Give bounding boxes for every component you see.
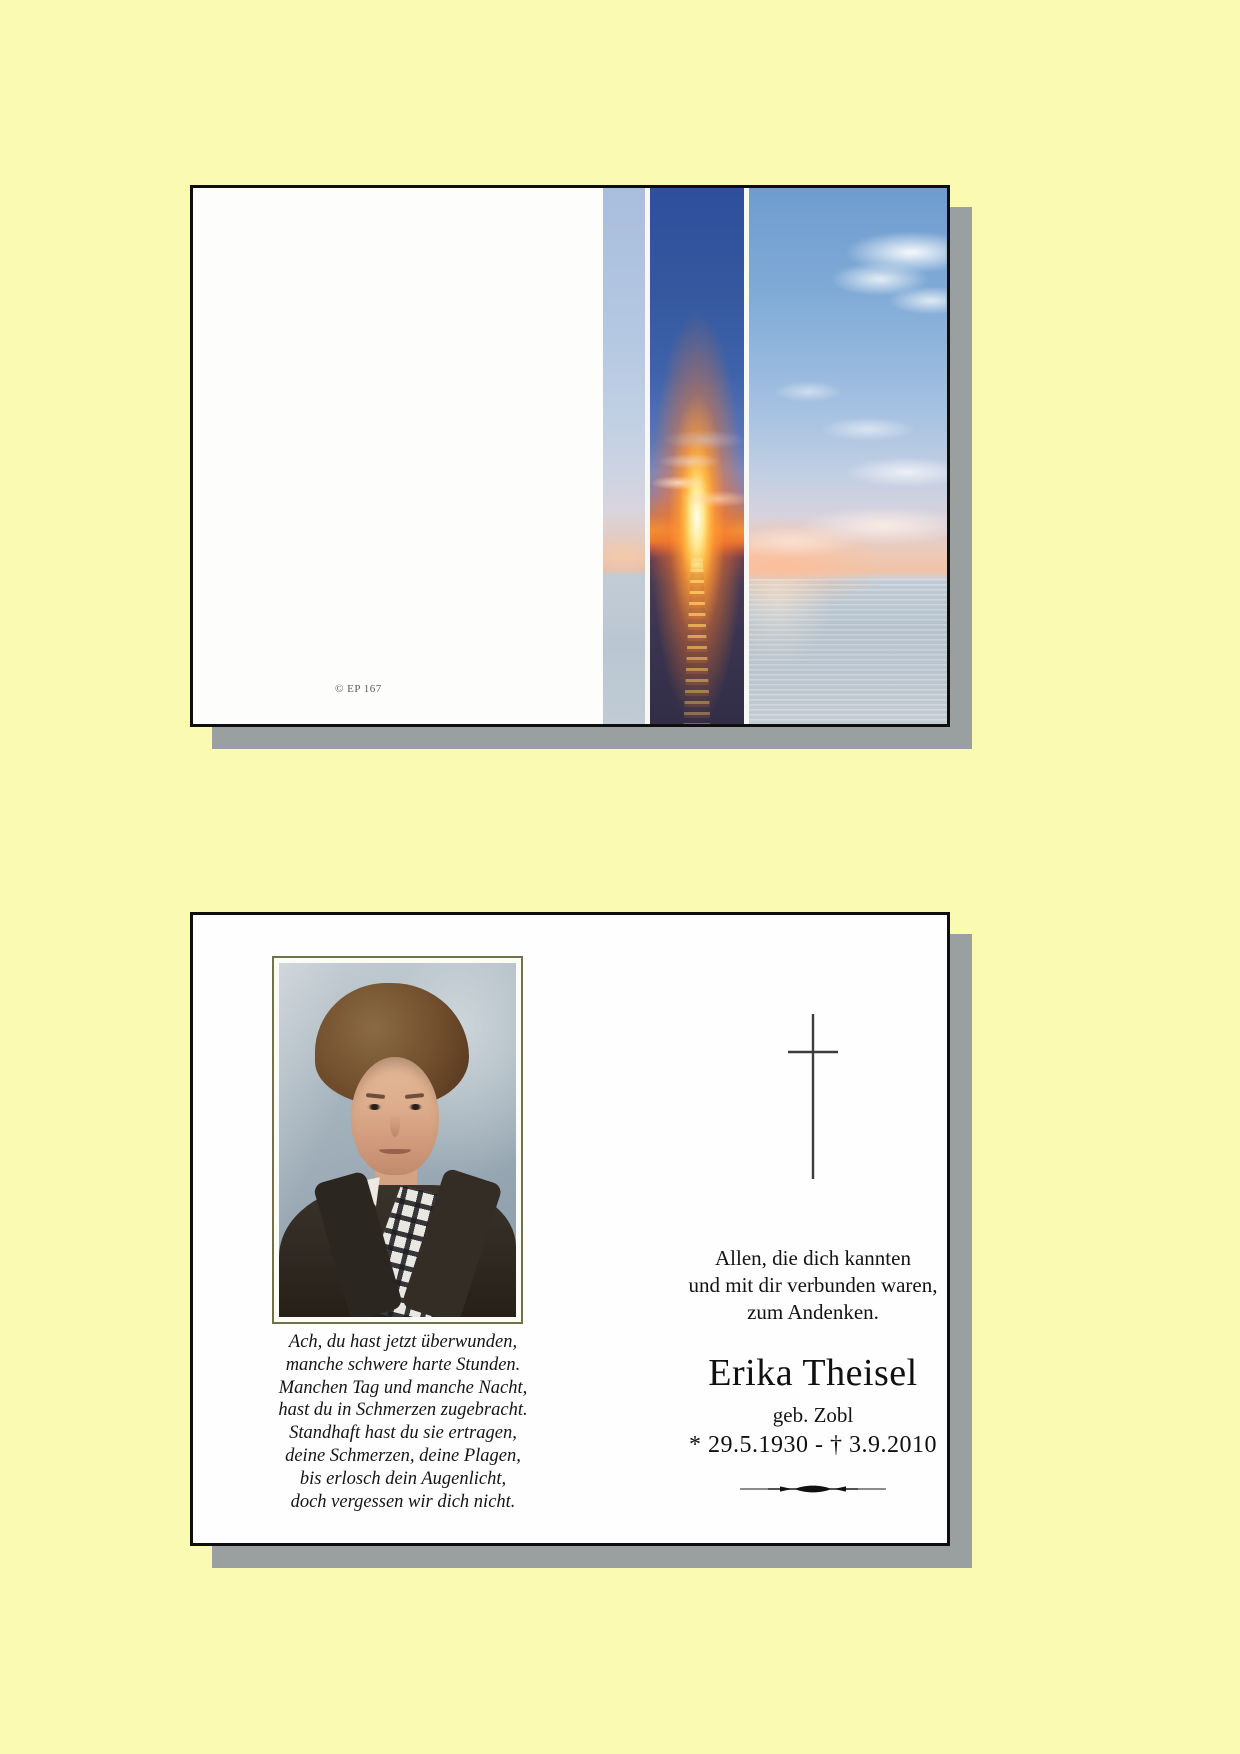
portrait-frame: [272, 956, 523, 1324]
poem-line: manche schwere harte Stunden.: [285, 1354, 521, 1375]
portrait-photo: [279, 963, 516, 1317]
poem-line: bis erlosch dein Augenlicht,: [299, 1468, 507, 1489]
poem-line: Standhaft hast du sie ertragen,: [289, 1423, 517, 1444]
cross-icon: [785, 1012, 841, 1182]
dedication-line: Allen, die dich kannten: [715, 1246, 911, 1270]
inside-card-layout: [193, 915, 947, 1543]
sun-reflection: [681, 558, 713, 724]
portrait-face: [351, 1057, 439, 1175]
deceased-name: Erika Theisel: [708, 1352, 918, 1394]
portrait-eye: [408, 1104, 423, 1110]
sunset-photo-strip-pale: [603, 188, 645, 724]
memorial-card-inside: [190, 912, 950, 1546]
portrait-eye: [367, 1104, 382, 1110]
sunset-sea-photo: [749, 188, 947, 724]
front-blank-panel: [193, 188, 603, 724]
poem-line: doch vergessen wir dich nicht.: [290, 1491, 516, 1512]
dedication-line: und mit dir verbunden waren,: [688, 1273, 938, 1297]
poem-line: Ach, du hast jetzt überwunden,: [288, 1332, 518, 1352]
dedication-line: zum Andenken.: [747, 1300, 879, 1324]
poem-line: hast du in Schmerzen zugebracht.: [278, 1400, 528, 1421]
poem-line: Manchen Tag und manche Nacht,: [278, 1377, 528, 1398]
front-card-layout: [193, 188, 947, 724]
dedication-text: [643, 1245, 983, 1326]
publisher-code: © EP 167: [335, 683, 382, 695]
portrait-eyebrow: [405, 1093, 424, 1099]
poem-line: deine Schmerzen, deine Plagen,: [285, 1445, 521, 1466]
life-dates: * 29.5.1930 - † 3.9.2010: [689, 1432, 937, 1458]
portrait-mouth: [379, 1149, 411, 1154]
portrait-eyebrow: [366, 1093, 385, 1099]
portrait-nose: [390, 1109, 400, 1137]
memorial-card-front: [190, 185, 950, 727]
maiden-name: geb. Zobl: [772, 1403, 854, 1427]
divider-ornament-icon: [738, 1481, 888, 1497]
sunset-photo-strip-dark: [650, 188, 744, 724]
memorial-poem: [193, 1331, 613, 1513]
